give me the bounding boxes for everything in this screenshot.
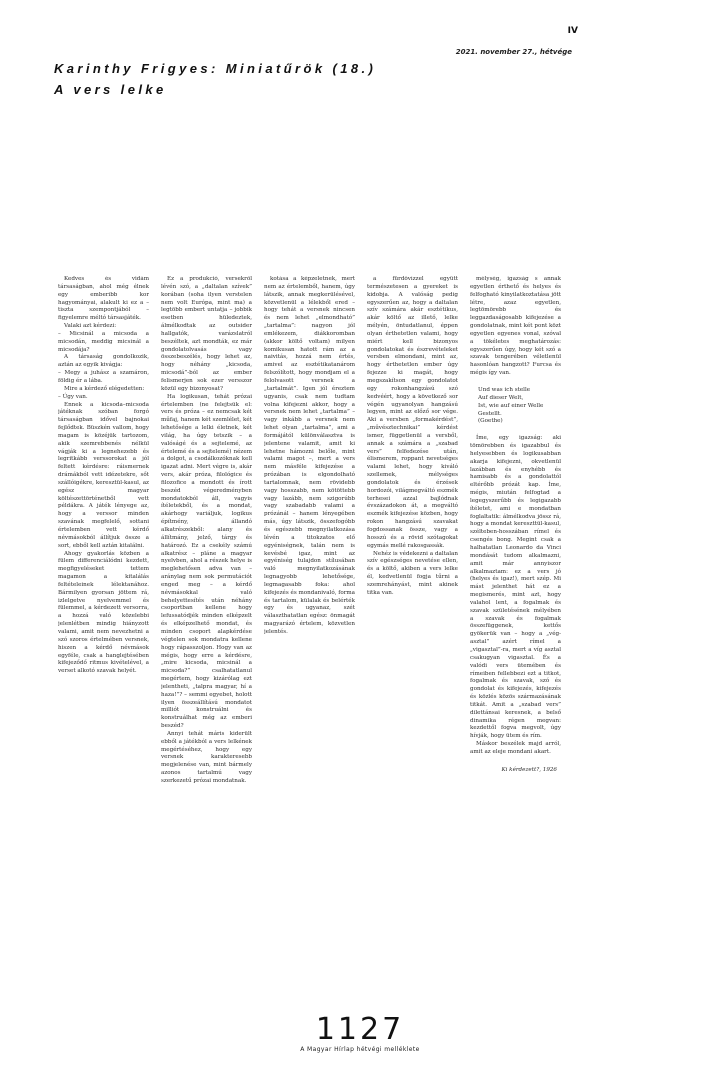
date-line: 2021. november 27., hétvége	[455, 48, 572, 56]
text-column-4	[367, 276, 458, 966]
poem-line: Ist, wie auf einer Welle	[478, 402, 544, 409]
poem-line: Und was ich stelle	[478, 386, 531, 393]
paragraph: Íme, egy igazság: aki tömörebben és igazabbul és helyesebben és logikusabban akarja kifejezni, okvetlenül lazábban és enyhébb és hamisabb és a gondolattól eltérőbb prózát kap. Íme, mégis, miután felfogtad a legegyszerűbb és legigazabb ítéletet, ami e mondatban foglaltatik: álmélkodva jössz rá, hogy a mondat kereszttül-kasul, szélteben-hosszában rímel és csengés bong. Megint csak a halhatatlan Leonardo da Vinci mondását tudom alkalmazni, amit már annyiszor alkalmaztam: ez a vers jó (helyes és igaz!), mert szép. Mi mást jelenthet hát ez a megismerés, mint azt, hogy valahol lent, a fogalmak és szavak születésének mélyében a szavak és fogalmak összefüggenek, kettős gyökerük van – hogy a „vég-asztal” azért rímel a „vigasztal”-ra, mert a víg asztal csakugyan vigasztal. És a valódi vers ütemében és rímeiben fellebbezi ezt a titkot, fogalmak és szavak, szó és gondolat és kifejezés, kifejezés és közlés közös származásának titkát. Amit a „szabad vers” dilettánsai keresnek, a belső dinamika régen megvan: kezdettől fogva megvolt, úgy hívják, hogy ütem és rím.	[470, 435, 561, 740]
paragraph: mélység, igazság s annak egyetlen érthető és helyes és felfogható kinyilatkoztatása jött létre, azaz egyetlen, legtömörebb és leggazdaságosabb kifejezése a gondolatnak, mint két pont közt egyetlen egyenes vonal, szóval a tökéletes meghatározás: egyszerűen úgy, hogy két szó a szavak tengerében véletlenül hasonlóan hangzott? Furcsa és mégis így van.	[470, 276, 561, 377]
supplement-label: A Magyar Hírlap hétvégi melléklete	[300, 1046, 420, 1053]
paragraph: Nehéz is védekezni a daltalan szív egészséges nevetése ellen, és a költő, akiben a vers lelke él, kedvetlenül fogja tűrni a szemrehányást, mint akinek titka van.	[367, 550, 458, 596]
paragraph: Ahogy gyakorlás közben a fülem differenciálódni kezdett, megfigyeléseket tettem magamon a kitalálás feltételeinek lélektanához. Bármilyen gyorsan jöttem rá, izlelgetve nyelvemmel és fülemmel, a kérdezett versorra, a hozzá való közelebbi jelenlétben mindig hiányzott valami, amit nem nevezhetni a szó szoros értelmében versnek, hiszen a kérdő névmások egyféle, csak a hanglejtésében kifejeződő ritmus kivételével, a verset alkotó szavak helyét.	[58, 550, 149, 675]
poem-line: Gestellt.	[478, 410, 502, 417]
paragraph: Ez a produkció, versekről lévén szó, a „daltalan szívek” korában (soha ilyen verstelen nem volt Európa, mint ma) a legtöbb embert untatja – jobbik esetben hüledeztek, álmélkodtak az outsider hallgatók, varázslatról beszéltek, azt mondták, ez már gondolatolvasás vagy összebeszélés, hogy lehet az, hogy néhány „kicsoda, micsodá”-ból az ember felismerjen sok ezer versszor közül egy bizonyosat?	[161, 276, 252, 392]
text-column-2	[161, 276, 252, 966]
paragraph: A társaság gondolkozik, aztán az egyik kivágja:	[58, 354, 149, 369]
poem-quote	[478, 387, 561, 426]
page-number: IV	[567, 26, 578, 36]
poem-line: Auf dieser Welt,	[478, 394, 524, 401]
paragraph: Ha logikusan, tehát prózai értelemben (ne felejtsük el: vers és próza – ez nemcsak két műfaj, hanem két szemlélet, két lehetősége a lelki életnek, két világ, ha úgy tetszik – a valóságé és a sejtelemé, az értelemé és a sejtelemé) nézem a dolgot, a csodálkozóknak kell igazat adni. Mert végre is, akár vers, akár próza, filológice és filozofice a mondott és írott beszéd végeredményben mondatokból áll, vagyis ítéletekből, és a mondat, akárhogy variáljuk, logikus építmény, állandó alkatrészekből: alany és állítmány, jelző, tárgy és határozó. Ez a csekély számú alkatrész – pláne a magyar nyelvben, ahol a részek helye is meglehetősen adva van – aránylag nem sok permutációt enged meg – a kérdő névmásokkal való behelyettesítés után néhány csoportban kellene hogy lefussatódjék minden elképzelt és elképzelhető mondat, és minden csoport alapkérdése végtelen sok mondatra kellene hogy rápasszoljon. Hogy van az mégis, hogy erre a kérdésre, „mire kicsoda, micsinál a micsoda?” csalhatatlanul megértem, hogy kizárólag ezt jelentheti, „talpra magyar, hí a haza!”? – semmi egyebet, holott ilyen összeállítású mondatot milliót konstruálni és konstruálhat még az emberi beszéd?	[161, 393, 252, 730]
paragraph: – Megy a juhász a szamáron, földig ér a lába.	[58, 370, 149, 384]
paragraph: Ennek a kicsoda–micsoda játéknak szóban forgó társaságban idővel bajnokai fejlődtek. Büszkén vallom, hogy magam is közéjük tartozom, akik szemrebbenés nélkül vágják ki a legnehezebb és legritkább verssorokat a jól feltett kérdésre: ráismernek drámákból vett idézetekre, sőt szállóigékre, keresztül-kasul, az egész magyar költészettörténetből vett példákra. A játék lényege az, hogy a verssor minden szavának megfelelő, sottani értelemben vett kérdő névmásokból állítjuk össze a sort, ebből kell aztán kitalálni.	[58, 401, 149, 549]
poem-line: (Goethe)	[478, 418, 503, 425]
source-signature: Ki kérdezett?, 1926	[501, 766, 557, 773]
paragraph: – Micsinál a micsoda a micsodán, meddig micsinál a micsodája?	[58, 330, 149, 353]
paragraph: Valaki azt kérdezi:	[64, 323, 117, 330]
paragraph: kotása a képzeletnek, mert nem az értelemből, hanem, úgy látszik, annak megkerülésével, közvetlenül a lélekből ered – hogy tehát a versnek nincsen és nem lehet „elmondható” „tartalma”: nagyon jól emlékezem, diákkoromban (akkor költő voltam) milyen komikusan hatott rám az a naivitás, hozzá nem értés, amivel az esztétikatanárom felszólított, hogy mondjam el a felolvasott versnek a „tartalmát”. Igen jól éreztem ugyanis, csak nem tudtam volna kifejezni akkor, hogy a versnek nem lehet „tartalma” – vagy inkább a versnek nem lehet olyan „tartalma”, ami a formájától különválasztva is jelentene valamit, amit ki lehetne hámozni belőle, mint valami magot –, mert a vers nem másféle kifejezése a prózában is elgondolható tartalomnak, nem rövidebb vagy hosszabb, nem kötöttebb vagy lazább, nem szigorúbb vagy szabadabb valami a prózánál – hanem lényegében más, úgy látszik, összefogóbb és egészebb megnyilatkozása lévén a titokzatos elő egyéniségnek, talán nem is kevésbé igaz, mint az egyéniség tulajdon stílusában való megnyilatkozásának legnagyobb lehetősége, legmagasabb foka: ahol kifejezés és mondanivaló, forma és tartalom, külalak és belérték egy és ugyanaz, szét választhatatlan egész: önmagát magyarázó értelem, közvetlen jelentés.	[264, 276, 355, 635]
paragraph: Annyi tehát máris kiderült ebből a játékból a vers lelkének megértéséhez, hogy egy versnek karakteresebb megjelenése van, mint bármely azonos tartalmú vagy szerkezetű prózai mondatnak.	[161, 730, 252, 784]
article-title	[54, 58, 554, 100]
text-column-5	[470, 276, 561, 966]
text-column-1	[58, 276, 149, 966]
paragraph: Máskor beszélek majd arról, amit az eleje mondani akart.	[470, 741, 561, 755]
article-title-line-1: Karinthy Frigyes: Miniatűrök (18.)	[54, 61, 377, 76]
article-columns	[58, 276, 667, 966]
text-column-3	[264, 276, 355, 966]
paragraph: – Úgy van.	[58, 393, 88, 400]
article-title-line-2: A vers lelke	[54, 82, 167, 97]
paragraph: Mire a kérdező elégedetten:	[64, 385, 145, 392]
paragraph: Kedves és vidám társaságban, ahol még élnek egy emberibb kor hagyományai, alakult ki ez a – tiszta szempontjából – figyelemre méltó társasjáték.	[58, 276, 149, 322]
issue-number: 1127	[315, 1012, 405, 1047]
paragraph: a fürdővízzel együtt természetesen a gyereket is kidobja. A valóság pedig egyszerűen az, hogy a daltalan szív számára akár esztétikus, akár költő az illető, lelke mélyén, öntudatlanul, éppen olyan érthetetlen valami, hogy miért kell bizonyos gondolatokat és észrevételeket versben elmondani, mint az, hogy érthetetlen ember úgy fejezze ki magát, hogy megszakítson egy gondolatot egy rokonhangzású szó kedvéért, hogy a következő sor végén ugyanolyan hangzású legyen, mint az előző sor vége. Aki a versben „formakérdést”, „művésztechnikai” kérdést ismer, függetlenül a versből, annak a számára a „szabad vers” felfedezése után, élismerem, roppant nevetséges valami lehet, hogy kiváló szellemek, mélységes gondolatok és érzések hordozói, világmegváltó eszmék terhesei azzal bajlódnak évszázadokon át, a megváltó eszmék kifejezése közben, hogy rokon hangzású szavakat fogdossanak össze, vagy a hosszú és a rövid szótagokat egymás mellé rakosgassák.	[367, 276, 458, 549]
